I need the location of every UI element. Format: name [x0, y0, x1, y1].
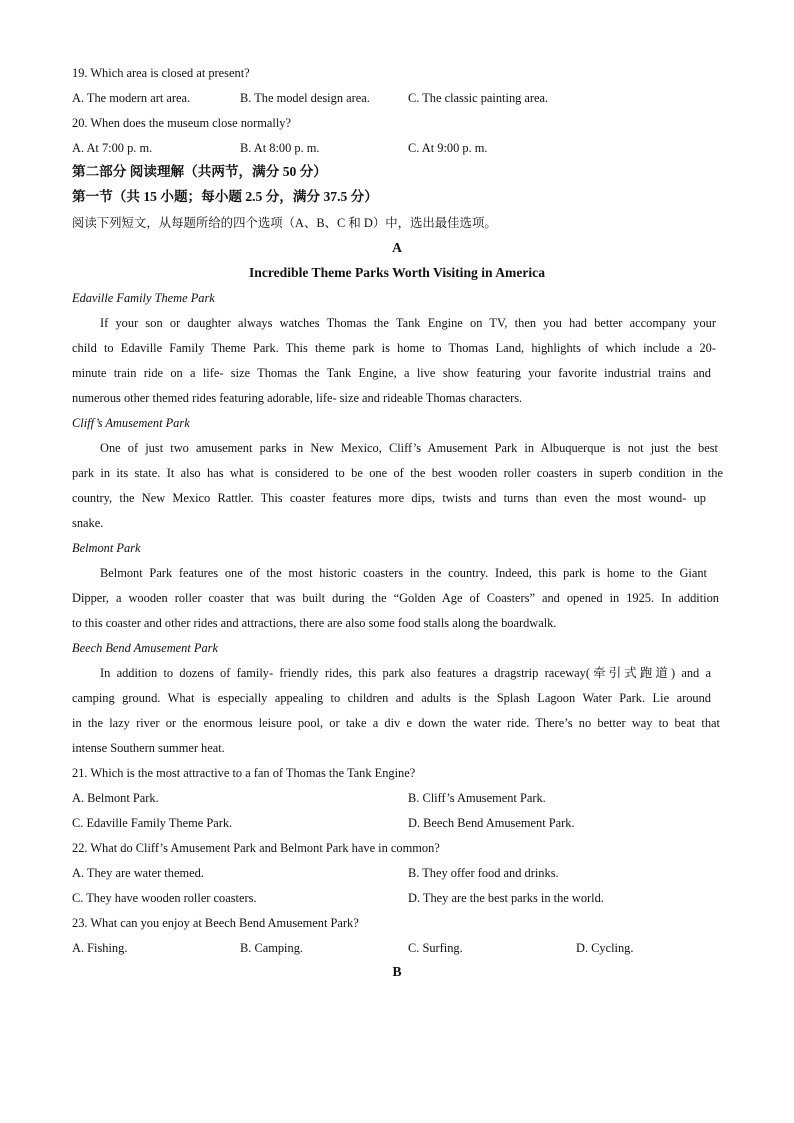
paragraph-line: One of just two amusement parks in New Mexico, Cliff’s Amusement Park in Albuquerque is not just the best [100, 441, 718, 455]
q21-option-b: B. Cliff’s Amusement Park. [408, 791, 546, 805]
paragraph-line: minute train ride on a life- size Thomas the Tank Engine, a live show featuring your favorite industrial trains and [72, 366, 711, 380]
passage-a-letter: A [392, 240, 402, 255]
passage-a-title: Incredible Theme Parks Worth Visiting in America [248, 265, 546, 280]
paragraph-line: child to Edaville Family Theme Park. This theme park is home to Thomas Land, highlights of which include a 20- [72, 341, 716, 355]
paragraph-line: Dipper, a wooden roller coaster that was built during the “Golden Age of Coasters” and opened in 1925. In addition [72, 591, 719, 605]
passage-b-letter: B [392, 964, 402, 979]
q20-option-a: A. At 7:00 p. m. [72, 141, 153, 155]
q22-option-a: A. They are water themed. [72, 866, 204, 880]
q19-option-c: C. The classic painting area. [408, 91, 549, 105]
question-21: 21. Which is the most attractive to a fan of Thomas the Tank Engine? [72, 766, 416, 780]
q23-option-c: C. Surfing. [408, 941, 463, 955]
question-20: 20. When does the museum close normally? [72, 116, 291, 130]
paragraph-line: camping ground. What is especially appealing to children and adults is the Splash Lagoon Water Park. Lie around [72, 691, 711, 705]
q21-option-c: C. Edaville Family Theme Park. [72, 816, 233, 830]
park-name-beech-bend: Beech Bend Amusement Park [72, 641, 218, 655]
paragraph-line: park in its state. It also has what is considered to be one of the best wooden roller coasters in superb condition in the [72, 466, 723, 480]
question-19: 19. Which area is closed at present? [72, 66, 250, 80]
q19-option-b: B. The model design area. [240, 91, 370, 105]
paragraph-line: Belmont Park features one of the most historic coasters in the country. Indeed, this park is home to the Giant [100, 566, 707, 580]
section-heading: 第二部分 阅读理解（共两节，满分 50 分） [72, 164, 327, 179]
question-22: 22. What do Cliff’s Amusement Park and Belmont Park have in common? [72, 841, 440, 855]
paragraph-line: to this coaster and other rides and attractions, there are also some food stalls along the boardwalk. [72, 616, 557, 630]
paragraph-line: If your son or daughter always watches Thomas the Tank Engine on TV, then you had better accompany your [100, 316, 716, 330]
instruction: 阅读下列短文，从每题所给的四个选项（A、B、C 和 D）中，选出最佳选项。 [72, 216, 497, 230]
paragraph-line: numerous other themed rides featuring adorable, life- size and rideable Thomas characters. [72, 391, 523, 405]
paragraph-line: snake. [72, 516, 104, 530]
q22-option-b: B. They offer food and drinks. [408, 866, 559, 880]
paragraph-line: In addition to dozens of family- friendly rides, this park also features a dragstrip raceway(牵引式跑道) and a [100, 666, 711, 680]
subsection-heading: 第一节（共 15 小题；每小题 2.5 分，满分 37.5 分） [72, 189, 378, 204]
park-name-belmont: Belmont Park [72, 541, 141, 555]
q21-option-a: A. Belmont Park. [72, 791, 159, 805]
q22-option-d: D. They are the best parks in the world. [408, 891, 604, 905]
q20-option-b: B. At 8:00 p. m. [240, 141, 320, 155]
park-name-edaville: Edaville Family Theme Park [72, 291, 215, 305]
q20-option-c: C. At 9:00 p. m. [408, 141, 488, 155]
paragraph-line: intense Southern summer heat. [72, 741, 225, 755]
paragraph-line: country, the New Mexico Rattler. This coaster features more dips, twists and turns than even the most wound- up [72, 491, 706, 505]
question-23: 23. What can you enjoy at Beech Bend Amusement Park? [72, 916, 359, 930]
q21-option-d: D. Beech Bend Amusement Park. [408, 816, 575, 830]
q22-option-c: C. They have wooden roller coasters. [72, 891, 257, 905]
q19-option-a: A. The modern art area. [72, 91, 191, 105]
q23-option-d: D. Cycling. [576, 941, 634, 955]
q23-option-b: B. Camping. [240, 941, 303, 955]
q23-option-a: A. Fishing. [72, 941, 128, 955]
park-name-cliffs: Cliff’s Amusement Park [72, 416, 190, 430]
paragraph-line: in the lazy river or the enormous leisure pool, or take a div e down the water ride. There’s no better way to beat that [72, 716, 720, 730]
